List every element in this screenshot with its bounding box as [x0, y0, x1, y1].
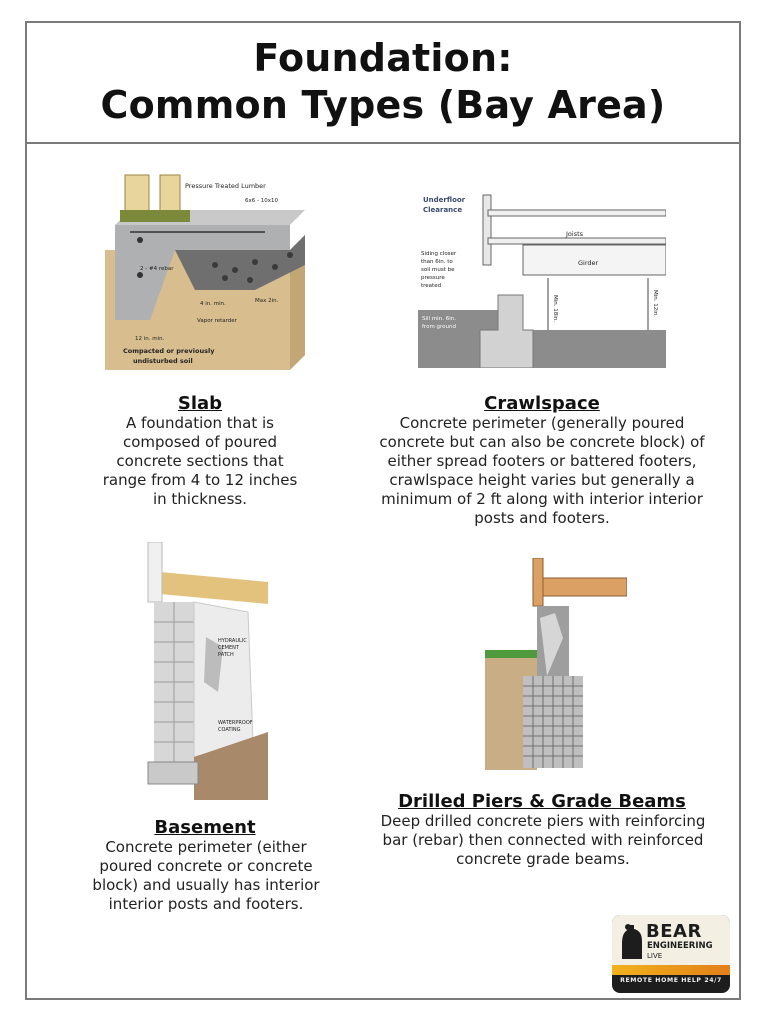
crawlspace-heading: Crawlspace — [484, 393, 600, 414]
svg-text:PATCH: PATCH — [218, 652, 234, 658]
logo-word-engineering: ENGINEERING — [647, 941, 713, 951]
svg-text:Vapor retarder: Vapor retarder — [197, 318, 237, 324]
bear-icon — [618, 921, 646, 961]
svg-text:COATING: COATING — [218, 727, 241, 733]
svg-text:undisturbed soil: undisturbed soil — [133, 357, 193, 365]
svg-text:from ground: from ground — [422, 324, 457, 330]
crawl-label-girder: Girder — [578, 259, 599, 267]
svg-text:Min. 12in.: Min. 12in. — [652, 290, 658, 318]
svg-text:Max 2in.: Max 2in. — [255, 298, 279, 304]
svg-text:than 6in. to: than 6in. to — [421, 259, 453, 265]
logo-word-bear: BEAR — [646, 921, 702, 942]
svg-text:Underfloor: Underfloor — [423, 196, 466, 204]
crawlspace-illustration — [418, 190, 666, 368]
piers-heading: Drilled Piers & Grade Beams — [398, 791, 686, 812]
svg-text:treated: treated — [421, 283, 442, 289]
svg-text:Sill min. 6in.: Sill min. 6in. — [422, 316, 456, 322]
basement-heading: Basement — [154, 817, 256, 838]
crawlspace-description: Concrete perimeter (generally poured concrete but can also be concrete block) of either spread footers or battered footers, crawlspace height varies but generally a minimum of 2 ft along with interior interior posts and footers. — [379, 414, 705, 527]
svg-text:2 - #4 rebar: 2 - #4 rebar — [140, 266, 174, 272]
svg-text:WATERPROOF: WATERPROOF — [218, 720, 253, 726]
crawl-label-joists: Joists — [566, 230, 584, 238]
page-title — [27, 35, 739, 129]
basement-description: Concrete perimeter (either poured concrete or concrete block) and usually has interior interior posts and footers. — [92, 838, 320, 913]
slab-label-width: 12 in. min. — [135, 336, 165, 342]
svg-text:6x6 - 10x10: 6x6 - 10x10 — [245, 198, 278, 204]
svg-text:HYDRAULIC: HYDRAULIC — [218, 638, 247, 644]
slab-illustration — [105, 170, 305, 370]
svg-text:CEMENT: CEMENT — [218, 645, 239, 651]
svg-text:Compacted or previously: Compacted or previously — [123, 347, 215, 355]
svg-text:Min. 18in.: Min. 18in. — [552, 295, 558, 323]
title-line-2: Common Types (Bay Area) — [100, 83, 666, 127]
svg-text:soil must be: soil must be — [421, 267, 455, 273]
svg-text:Siding closer: Siding closer — [421, 251, 457, 257]
bear-engineering-logo — [612, 915, 730, 993]
slab-heading: Slab — [177, 393, 223, 414]
title-line-1: Foundation: — [253, 36, 513, 80]
svg-text:pressure: pressure — [421, 275, 445, 281]
logo-word-live: LIVE — [647, 952, 663, 960]
logo-tagline: REMOTE HOME HELP 24/7 — [620, 977, 722, 984]
slab-description: A foundation that is composed of poured concrete sections that range from 4 to 12 inches in thickness. — [102, 414, 298, 508]
svg-text:4 in. min.: 4 in. min. — [200, 301, 226, 307]
piers-description: Deep drilled concrete piers with reinforcing bar (rebar) then connected with reinforced concrete grade beams. — [380, 812, 706, 868]
slab-label-lumber: Pressure Treated Lumber — [185, 182, 266, 190]
piers-illustration — [485, 558, 627, 770]
title-box — [27, 23, 739, 144]
basement-illustration — [138, 542, 268, 800]
svg-text:Clearance: Clearance — [423, 206, 463, 214]
